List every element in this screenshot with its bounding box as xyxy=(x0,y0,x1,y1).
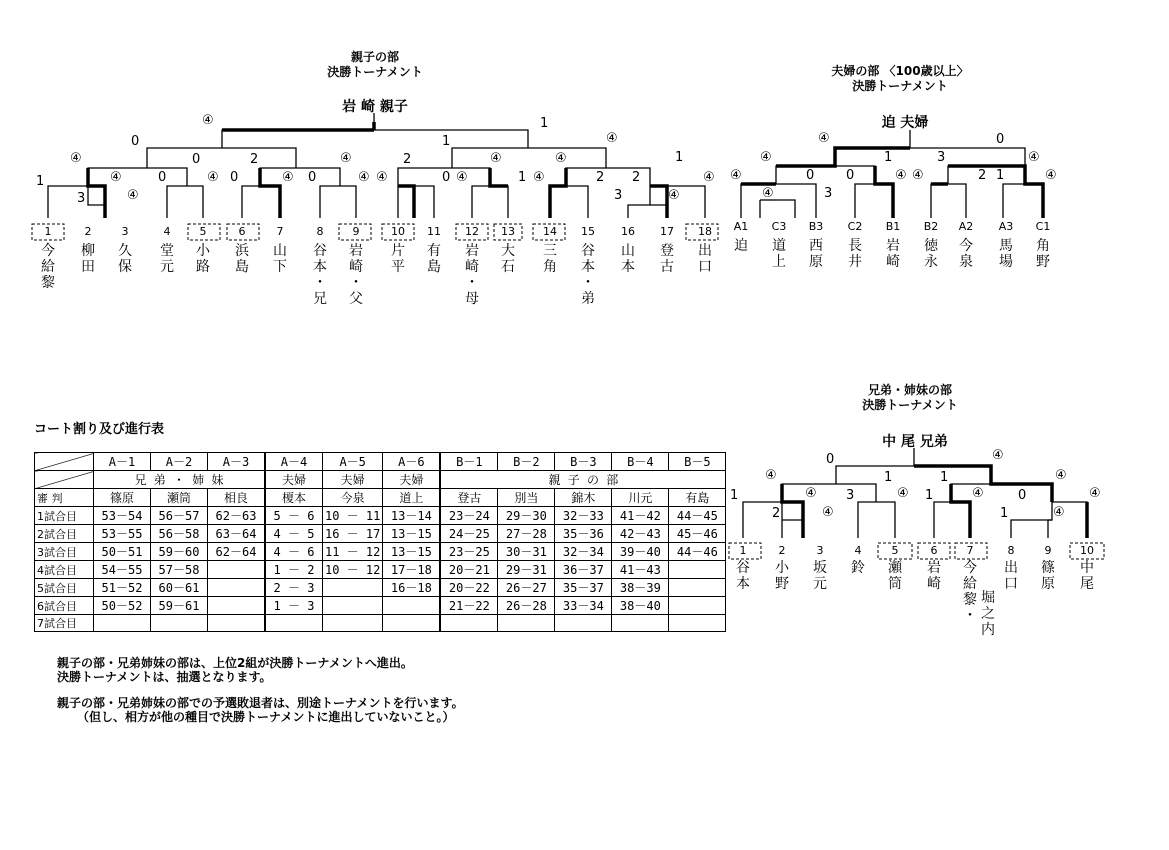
score: 2 xyxy=(596,170,605,185)
entry-number: 14 xyxy=(543,225,557,238)
entry-number: 2 xyxy=(778,544,786,557)
match-label: 2試合目 xyxy=(35,525,94,543)
match-cell xyxy=(669,615,726,632)
match-cell xyxy=(323,597,383,615)
match-cell xyxy=(323,579,383,597)
match-row xyxy=(35,597,726,615)
score: 3 xyxy=(614,188,623,203)
entry-number: A1 xyxy=(733,220,749,233)
entry-number: 17 xyxy=(660,225,674,238)
referee-cell: 篠原 xyxy=(94,489,151,507)
entry-name: 小 路 xyxy=(196,243,210,275)
referee-cell: 今泉 xyxy=(323,489,383,507)
score-mark: ④ xyxy=(110,170,122,185)
entry-name: 登 古 xyxy=(660,243,674,275)
match-cell: 33－34 xyxy=(555,597,612,615)
entry-name: 篠 原 xyxy=(1041,560,1055,592)
match-cell xyxy=(498,615,555,632)
entry-name: 岩 崎 xyxy=(927,560,941,592)
entry-number: 15 xyxy=(581,225,595,238)
entry-number: 8 xyxy=(316,225,324,238)
match-cell: 17－18 xyxy=(383,561,441,579)
match-cell: 63－64 xyxy=(208,525,266,543)
entry-name: 久 保 xyxy=(118,243,132,275)
entry-name: 角 野 xyxy=(1036,238,1050,270)
match-cell: 50－52 xyxy=(94,597,151,615)
score-mark: ④ xyxy=(1089,486,1101,501)
court-cell: B－1 xyxy=(440,453,498,471)
referee-cell: 登古 xyxy=(440,489,498,507)
match-cell xyxy=(669,597,726,615)
match-cell: 1 － 2 xyxy=(265,561,323,579)
match-cell: 41－42 xyxy=(612,507,669,525)
score-mark: ④ xyxy=(1045,168,1057,183)
match-cell: 2 － 3 xyxy=(265,579,323,597)
score: 0 xyxy=(442,170,451,185)
court-cell: B－5 xyxy=(669,453,726,471)
score-mark: ④ xyxy=(805,486,817,501)
entry-number: 5 xyxy=(199,225,207,238)
division-cell: 親 子 の 部 xyxy=(440,471,726,489)
entry-name: 道 上 xyxy=(772,238,786,270)
entry-name: 出 口 xyxy=(698,243,712,275)
score: 1 xyxy=(884,150,893,165)
match-cell: 26－28 xyxy=(498,597,555,615)
entry-number: 11 xyxy=(427,225,441,238)
entry-name: 谷 本 ・ 兄 xyxy=(313,243,327,307)
match-cell: 10 － 11 xyxy=(323,507,383,525)
match-cell: 4 － 5 xyxy=(265,525,323,543)
match-cell: 10 － 12 xyxy=(323,561,383,579)
match-label: 3試合目 xyxy=(35,543,94,561)
score: 1 xyxy=(36,174,45,189)
schedule-table xyxy=(34,452,726,632)
entry-number: 4 xyxy=(854,544,862,557)
entry-name: 今 給 黎 ・ xyxy=(963,560,977,624)
entry-name: 出 口 xyxy=(1004,560,1018,592)
entry-name: 馬 場 xyxy=(999,238,1013,270)
score: 0 xyxy=(192,152,201,167)
entry-name: 山 下 xyxy=(273,243,287,275)
entry-number: 9 xyxy=(352,225,360,238)
score-mark: ④ xyxy=(456,170,468,185)
score: 2 xyxy=(978,168,987,183)
match-row xyxy=(35,525,726,543)
score-mark: ④ xyxy=(202,113,214,128)
match-cell: 30－31 xyxy=(498,543,555,561)
court-cell: A－2 xyxy=(151,453,208,471)
score: 0 xyxy=(806,168,815,183)
corner-cell xyxy=(35,453,94,471)
match-row xyxy=(35,615,726,632)
entry-name: 今 給 黎 xyxy=(41,243,55,291)
match-cell xyxy=(208,579,266,597)
score: 0 xyxy=(230,170,239,185)
match-cell: 56－58 xyxy=(151,525,208,543)
match-cell: 29－30 xyxy=(498,507,555,525)
match-cell xyxy=(323,615,383,632)
score-mark: ④ xyxy=(897,486,909,501)
note-line: （但し、相方が他の種目で決勝トーナメントに進出していないこと。） xyxy=(77,710,455,724)
match-cell xyxy=(208,597,266,615)
referee-cell: 榎本 xyxy=(265,489,323,507)
referee-cell: 相良 xyxy=(208,489,266,507)
entry-name: 岩 崎 ・ 母 xyxy=(465,243,479,307)
kyodai-title: 兄弟・姉妹の部 決勝トーナメント xyxy=(862,383,958,412)
entry-number: B1 xyxy=(885,220,901,233)
match-cell: 20－21 xyxy=(440,561,498,579)
match-cell: 16 － 17 xyxy=(323,525,383,543)
match-cell xyxy=(669,561,726,579)
note-line: 親子の部・兄弟姉妹の部での予選敗退者は、別途トーナメントを行います。 xyxy=(57,696,464,710)
note-line: 決勝トーナメントは、抽選となります。 xyxy=(57,670,272,684)
match-cell: 59－61 xyxy=(151,597,208,615)
match-cell xyxy=(383,615,441,632)
match-cell: 62－64 xyxy=(208,543,266,561)
score-mark: ④ xyxy=(533,170,545,185)
score-mark: ④ xyxy=(895,168,907,183)
match-label: 1試合目 xyxy=(35,507,94,525)
referee-row xyxy=(35,489,726,507)
entry-name: 山 本 xyxy=(621,243,635,275)
entry-number: 10 xyxy=(391,225,405,238)
entry-number: 3 xyxy=(816,544,824,557)
match-cell: 45－46 xyxy=(669,525,726,543)
match-cell: 23－24 xyxy=(440,507,498,525)
oyako-title: 親子の部 決勝トーナメント xyxy=(327,50,423,79)
match-cell: 62－63 xyxy=(208,507,266,525)
entry-number: 13 xyxy=(501,225,515,238)
score: 0 xyxy=(846,168,855,183)
score-mark: ④ xyxy=(1055,468,1067,483)
match-cell xyxy=(94,615,151,632)
match-cell: 60－61 xyxy=(151,579,208,597)
score-mark: ④ xyxy=(207,170,219,185)
match-cell: 35－36 xyxy=(555,525,612,543)
match-cell: 35－37 xyxy=(555,579,612,597)
score-mark: ④ xyxy=(818,131,830,146)
entry-name: 有 島 xyxy=(427,243,441,275)
match-cell: 54－55 xyxy=(94,561,151,579)
score: 3 xyxy=(937,150,946,165)
score: 3 xyxy=(824,186,833,201)
entry-name-second: 堀 之 内 xyxy=(981,590,995,638)
score-mark: ④ xyxy=(1053,505,1065,520)
score: 1 xyxy=(1000,506,1009,521)
entry-number: 8 xyxy=(1007,544,1015,557)
entry-number: A3 xyxy=(998,220,1014,233)
note-line: 親子の部・兄弟姉妹の部は、上位2組が決勝トーナメントへ進出。 xyxy=(57,656,413,670)
score: 1 xyxy=(675,150,684,165)
corner-cell xyxy=(35,471,94,489)
score: 0 xyxy=(996,132,1005,147)
score-mark: ④ xyxy=(340,151,352,166)
division-cell: 兄 弟 ・ 姉 妹 xyxy=(94,471,266,489)
match-cell xyxy=(151,615,208,632)
match-cell xyxy=(208,615,266,632)
match-cell xyxy=(440,615,498,632)
referee-cell: 錦木 xyxy=(555,489,612,507)
entry-name: 柳 田 xyxy=(81,243,95,275)
match-cell: 53－54 xyxy=(94,507,151,525)
match-label: 5試合目 xyxy=(35,579,94,597)
match-cell: 51－52 xyxy=(94,579,151,597)
score-mark: ④ xyxy=(760,150,772,165)
referee-cell: 有島 xyxy=(669,489,726,507)
division-cell: 夫婦 xyxy=(323,471,383,489)
match-cell: 32－33 xyxy=(555,507,612,525)
entry-number: 16 xyxy=(621,225,635,238)
match-cell: 57－58 xyxy=(151,561,208,579)
entry-name: 西 原 xyxy=(809,238,823,270)
entry-name: 徳 永 xyxy=(924,238,938,270)
match-label: 6試合目 xyxy=(35,597,94,615)
score-mark: ④ xyxy=(822,505,834,520)
court-row xyxy=(35,453,726,471)
referee-label: 審 判 xyxy=(35,489,94,507)
score: 0 xyxy=(131,134,140,149)
score: 1 xyxy=(996,168,1005,183)
entry-number: 12 xyxy=(465,225,479,238)
entry-number: 5 xyxy=(891,544,899,557)
match-row xyxy=(35,561,726,579)
match-cell: 39－40 xyxy=(612,543,669,561)
score: 1 xyxy=(730,488,739,503)
score: 2 xyxy=(632,170,641,185)
court-cell: A－3 xyxy=(208,453,266,471)
score-mark: ④ xyxy=(992,448,1004,463)
score: 2 xyxy=(772,506,781,521)
match-cell: 32－34 xyxy=(555,543,612,561)
match-cell: 27－28 xyxy=(498,525,555,543)
entry-name: 堂 元 xyxy=(160,243,174,275)
referee-cell: 道上 xyxy=(383,489,441,507)
entry-name: 鈴 xyxy=(851,560,865,576)
match-cell: 53－55 xyxy=(94,525,151,543)
score: 2 xyxy=(250,152,259,167)
score-mark: ④ xyxy=(972,486,984,501)
entry-number: C1 xyxy=(1035,220,1051,233)
score: 3 xyxy=(846,488,855,503)
match-cell: 21－22 xyxy=(440,597,498,615)
entry-name: 坂 元 xyxy=(813,560,827,592)
entry-name: 迫 xyxy=(734,238,748,254)
entry-name: 浜 島 xyxy=(235,243,249,275)
score: 0 xyxy=(1018,488,1027,503)
court-cell: B－4 xyxy=(612,453,669,471)
score: 0 xyxy=(158,170,167,185)
match-cell: 11 － 12 xyxy=(323,543,383,561)
match-cell: 5 － 6 xyxy=(265,507,323,525)
match-cell: 23－25 xyxy=(440,543,498,561)
entry-number: B2 xyxy=(923,220,939,233)
match-cell: 44－45 xyxy=(669,507,726,525)
entry-number: 7 xyxy=(276,225,284,238)
match-cell: 13－15 xyxy=(383,543,441,561)
match-cell: 16－18 xyxy=(383,579,441,597)
score: 0 xyxy=(826,452,835,467)
match-cell: 50－51 xyxy=(94,543,151,561)
court-cell: A－6 xyxy=(383,453,441,471)
oyako-champion: 岩 崎 親子 xyxy=(342,99,408,115)
match-cell: 41－43 xyxy=(612,561,669,579)
court-cell: A－1 xyxy=(94,453,151,471)
score-mark: ④ xyxy=(127,188,139,203)
match-label: 4試合目 xyxy=(35,561,94,579)
entry-number: 10 xyxy=(1080,544,1094,557)
entry-number: 9 xyxy=(1044,544,1052,557)
entry-number: 2 xyxy=(84,225,92,238)
score: 1 xyxy=(518,170,527,185)
entry-number: 1 xyxy=(739,544,747,557)
score: 1 xyxy=(925,488,934,503)
score-mark: ④ xyxy=(765,468,777,483)
score-mark: ④ xyxy=(555,151,567,166)
score-mark: ④ xyxy=(668,188,680,203)
score: 3 xyxy=(77,191,86,206)
entry-number: 6 xyxy=(238,225,246,238)
entry-number: 18 xyxy=(698,225,712,238)
entry-number: 3 xyxy=(121,225,129,238)
match-cell: 38－39 xyxy=(612,579,669,597)
match-cell: 20－22 xyxy=(440,579,498,597)
score-mark: ④ xyxy=(490,151,502,166)
entry-name: 岩 崎 ・ 父 xyxy=(349,243,363,307)
fufu-champion: 迫 夫婦 xyxy=(881,115,929,131)
match-cell: 42－43 xyxy=(612,525,669,543)
score: 1 xyxy=(540,116,549,131)
match-cell: 13－14 xyxy=(383,507,441,525)
entry-number: C2 xyxy=(847,220,863,233)
match-cell xyxy=(265,615,323,632)
entry-number: 7 xyxy=(966,544,974,557)
referee-cell: 別当 xyxy=(498,489,555,507)
schedule-title: コート割り及び進行表 xyxy=(34,422,165,437)
division-cell: 夫婦 xyxy=(383,471,441,489)
referee-cell: 瀬筒 xyxy=(151,489,208,507)
kyodai-champion: 中 尾 兄弟 xyxy=(882,434,948,450)
notes xyxy=(57,656,464,724)
match-cell xyxy=(208,561,266,579)
score: 2 xyxy=(403,152,412,167)
entry-number: 4 xyxy=(163,225,171,238)
entry-name: 瀬 筒 xyxy=(888,560,902,592)
score: 1 xyxy=(940,470,949,485)
entry-name: 片 平 xyxy=(391,243,405,275)
score-mark: ④ xyxy=(730,168,742,183)
match-cell: 36－37 xyxy=(555,561,612,579)
score-mark: ④ xyxy=(1028,150,1040,165)
entry-name: 谷 本 ・ 弟 xyxy=(581,243,595,307)
match-cell xyxy=(612,615,669,632)
score-mark: ④ xyxy=(912,168,924,183)
score-mark: ④ xyxy=(762,186,774,201)
fufu-title: 夫婦の部 〈100歳以上〉 決勝トーナメント xyxy=(831,64,969,93)
entry-name: 長 井 xyxy=(848,238,862,270)
court-cell: B－3 xyxy=(555,453,612,471)
match-cell: 38－40 xyxy=(612,597,669,615)
referee-cell: 川元 xyxy=(612,489,669,507)
match-cell: 13－15 xyxy=(383,525,441,543)
entry-number: 6 xyxy=(930,544,938,557)
match-cell: 26－27 xyxy=(498,579,555,597)
match-cell: 44－46 xyxy=(669,543,726,561)
score: 1 xyxy=(442,134,451,149)
match-row xyxy=(35,579,726,597)
court-cell: B－2 xyxy=(498,453,555,471)
division-cell: 夫婦 xyxy=(265,471,323,489)
entry-number: A2 xyxy=(958,220,974,233)
entry-number: B3 xyxy=(808,220,824,233)
score-mark: ④ xyxy=(606,131,618,146)
score-mark: ④ xyxy=(376,170,388,185)
entry-name: 谷 本 xyxy=(736,560,750,592)
match-row xyxy=(35,543,726,561)
score-mark: ④ xyxy=(70,151,82,166)
entry-name: 三 角 xyxy=(543,243,557,275)
match-cell: 29－31 xyxy=(498,561,555,579)
match-cell: 1 － 3 xyxy=(265,597,323,615)
match-label: 7試合目 xyxy=(35,615,94,632)
score-mark: ④ xyxy=(358,170,370,185)
match-cell: 24－25 xyxy=(440,525,498,543)
entry-number: 1 xyxy=(44,225,52,238)
entry-name: 大 石 xyxy=(501,243,515,275)
entry-name: 今 泉 xyxy=(959,238,973,270)
score-mark: ④ xyxy=(703,170,715,185)
entry-number: C3 xyxy=(771,220,787,233)
entry-name: 岩 崎 xyxy=(886,238,900,270)
match-cell xyxy=(383,597,441,615)
court-cell: A－4 xyxy=(265,453,323,471)
entry-name: 小 野 xyxy=(775,560,789,592)
match-cell: 59－60 xyxy=(151,543,208,561)
division-row xyxy=(35,471,726,489)
match-row xyxy=(35,507,726,525)
court-cell: A－5 xyxy=(323,453,383,471)
score: 1 xyxy=(884,470,893,485)
match-cell: 56－57 xyxy=(151,507,208,525)
match-cell xyxy=(669,579,726,597)
score: 0 xyxy=(308,170,317,185)
entry-name: 中 尾 xyxy=(1080,560,1094,592)
match-cell: 4 － 6 xyxy=(265,543,323,561)
match-cell xyxy=(555,615,612,632)
score-mark: ④ xyxy=(282,170,294,185)
